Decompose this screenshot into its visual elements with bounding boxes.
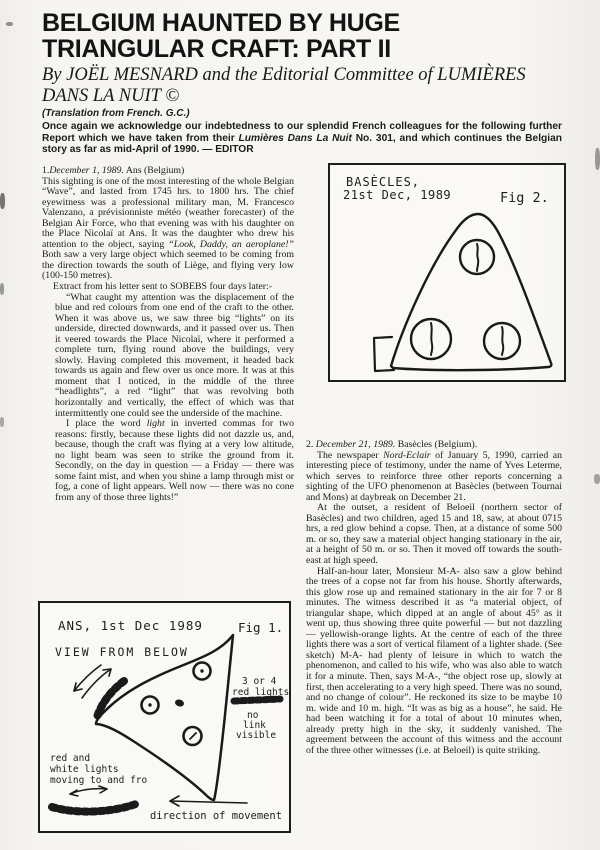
article-title: BELGIUM HAUNTED BY HUGE TRIANGULAR CRAFT: PART II bbox=[42, 9, 400, 63]
scan-smudge bbox=[6, 22, 13, 26]
story-2-paragraph: At the outset, a resident of Beloeil (northern sector of Basècles) and two children, aged 15 and 18, saw, at about 0715 hrs, a red glow behind a copse. Then, at a distance of some 500 m. or so, they saw a material object hanging stationary in the air, at a height of 50 m. or so. Then it moved off towards the south-east at high speed. bbox=[306, 502, 562, 567]
byline: By JOËL MESNARD and the Editorial Committee of LUMIÈRES DANS LA NUIT © bbox=[42, 65, 526, 106]
fig1-caption: ANS, 1st Dec 1989 bbox=[58, 618, 203, 633]
fig1-no-link-label: visible bbox=[236, 730, 277, 741]
scan-smudge bbox=[594, 474, 600, 484]
story-number: 1. bbox=[42, 165, 50, 176]
paragraph-text: I place the word bbox=[66, 418, 147, 430]
paragraph-text: of January 5, 1990, carried an interesting piece of testimony, under the name of Yves Leterme, which serves to reinforce three other reports concerning a sighting of the UFO phenomenon at Basècles (between Tournai and Mons) at daybreak on December 21. bbox=[306, 449, 562, 503]
craft-lights bbox=[411, 240, 520, 359]
triangular-craft-outline bbox=[391, 214, 551, 370]
fig2-caption: 21st Dec, 1989 bbox=[343, 188, 452, 202]
fig1-no-link-label: link bbox=[243, 720, 266, 731]
bottom-lights-bar bbox=[52, 804, 136, 812]
fig1-red-lights-label: 3 or 4 bbox=[242, 676, 277, 687]
story-place: Ans (Belgium) bbox=[123, 165, 185, 176]
letter-quote-block bbox=[55, 293, 294, 504]
story-1-paragraph bbox=[42, 177, 294, 282]
fig2-label: Fig 2. bbox=[500, 190, 549, 206]
story-2-column bbox=[306, 440, 562, 756]
story-1-paragraph: Extract from his letter sent to SOBEBS four days later:- bbox=[53, 281, 273, 293]
fig1-label: Fig 1. bbox=[238, 620, 284, 635]
fig1-moving-label: moving to and fro bbox=[50, 775, 148, 786]
paragraph-text: The newspaper bbox=[317, 449, 384, 461]
fig2-sketch bbox=[330, 165, 564, 380]
newspaper-name: Nord-Eclair bbox=[383, 449, 431, 461]
masthead bbox=[42, 10, 566, 156]
story-date: December 21, 1989. bbox=[313, 439, 396, 450]
fig1-red-lights-label: red lights bbox=[232, 687, 289, 698]
figure-2-box bbox=[328, 163, 566, 382]
paragraph-text: Both saw a very large object which seemed to be coming from the direction towards the south of Liège, and flying very low (100-150 metres). bbox=[42, 249, 294, 282]
quote-paragraph: “What caught my attention was the displacement of the blue and red colours from one end of the craft to the other. When it was above us, we saw three big “lights” on its underside, directed downwards, and it passed over us. Then it veered towards the Place Nicolaï, where it performed a complete turn, flying round above the buildings, very slowly. Having completed this movement, it headed back towards us again and flew over us once more. It was at this moment that I noticed, in the middle of the three “headlights”, a red “light” that was revolving both horizontally and vertically, the effect of which was that intermittently one could see the underside of the machine. bbox=[55, 291, 294, 419]
edge-motion-arrows-icon bbox=[74, 665, 111, 698]
quote-paragraph bbox=[55, 419, 294, 503]
editor-note-text: No. 301, and which continues the Belgian story as far as mid-April of 1990. — EDITOR bbox=[42, 132, 562, 156]
red-lights-bar bbox=[234, 699, 280, 701]
witness-quote: “Look, Daddy, an aeroplane!” bbox=[168, 238, 294, 250]
fig1-moving-label: white lights bbox=[50, 764, 119, 775]
story-2-paragraph: Half-an-hour later, Monsieur M-A- also saw a glow behind the trees of a copse not far from his house. Shortly afterwards, this glow rose up and remained stationary in the air for 7 or 8 minutes. The witness described it as “a material object, of triangular shape, which dipped at an angle of about 45° as it went up, thus showing three quite powerful — but not dazzling — yellowish-orange lights. At the centre of each of the three lights there was a sort of vertical filament of a lighter shade. (See sketch) M-A- had plenty of leisure in which to watch the phenomenon, and called to his wife, who was also able to watch it for a minute. Then, says M-A-, “the object rose up, slowly at first, then accelerating to a very high speed. There was no sound, and no change of colour”. He reckoned its size to be maybe 10 m. wide and 10 m. high. “It was as big as a house”, he said. He had been watching it for a total of about 10 minutes when, already pretty high in the sky, it suddenly vanished. The agreement between the account of this witness and the account of the three other witnesses (i.e. at Beloeil) is quite striking. bbox=[306, 565, 562, 756]
story-1-column bbox=[42, 166, 294, 504]
fig1-sketch bbox=[40, 603, 289, 831]
scan-smudge bbox=[595, 148, 600, 170]
editor-note-text: Once again we acknowledge our indebtedness to our splendid French colleagues for the following further Report which we have taken from their bbox=[42, 121, 562, 144]
translation-note: (Translation from French. G.C.) bbox=[42, 108, 190, 119]
fig2-caption: BASÈCLES, bbox=[346, 175, 421, 189]
fig1-moving-label: red and bbox=[50, 753, 91, 764]
story-number: 2. bbox=[306, 439, 314, 450]
scan-smudge bbox=[0, 283, 4, 295]
fig1-no-link-label: no bbox=[247, 710, 259, 721]
story-2-paragraph bbox=[306, 451, 562, 504]
emphasized-word: light bbox=[146, 418, 165, 430]
fig1-direction-label: direction of movement bbox=[150, 810, 282, 822]
editor-note bbox=[42, 121, 562, 156]
to-and-fro-arrow-icon bbox=[70, 786, 107, 796]
figure-1-box bbox=[38, 601, 291, 833]
story-place: Basècles (Belgium). bbox=[395, 439, 478, 450]
paragraph-text: in inverted commas for two reasons: firstly, because these lights did not dazzle us, and, because, though the craft was flying at a very low altitude, no light beam was seen to strike the ground from it. Secondly, on the day in question — a Friday — there was some faint mist, and when you shine a lamp through mist or fog, a cone of light appears. Well now — there was no cone from any of those three lights!” bbox=[55, 418, 294, 503]
journal-name: Lumières Dans La Nuit bbox=[238, 132, 352, 144]
underside-lights bbox=[142, 663, 211, 746]
scan-smudge bbox=[0, 417, 4, 427]
story-date: December 1, 1989. bbox=[49, 165, 124, 176]
paragraph-text: This sighting is one of the most interesting of the whole Belgian “Wave”, and lasted from 1745 hrs. to 1800 hrs. The chief eyewitness was a professional military man, M. Francesco Valenzano, a prévisionniste météo (weather forecaster) of the Belgian Air Force, who that evening was with his daughter on the Place Nicolaï at Ans. It was the daughter who drew his attention to the object, saying bbox=[42, 175, 294, 250]
fig1-view-label: VIEW FROM BELOW bbox=[55, 645, 189, 659]
scan-smudge bbox=[0, 193, 5, 209]
